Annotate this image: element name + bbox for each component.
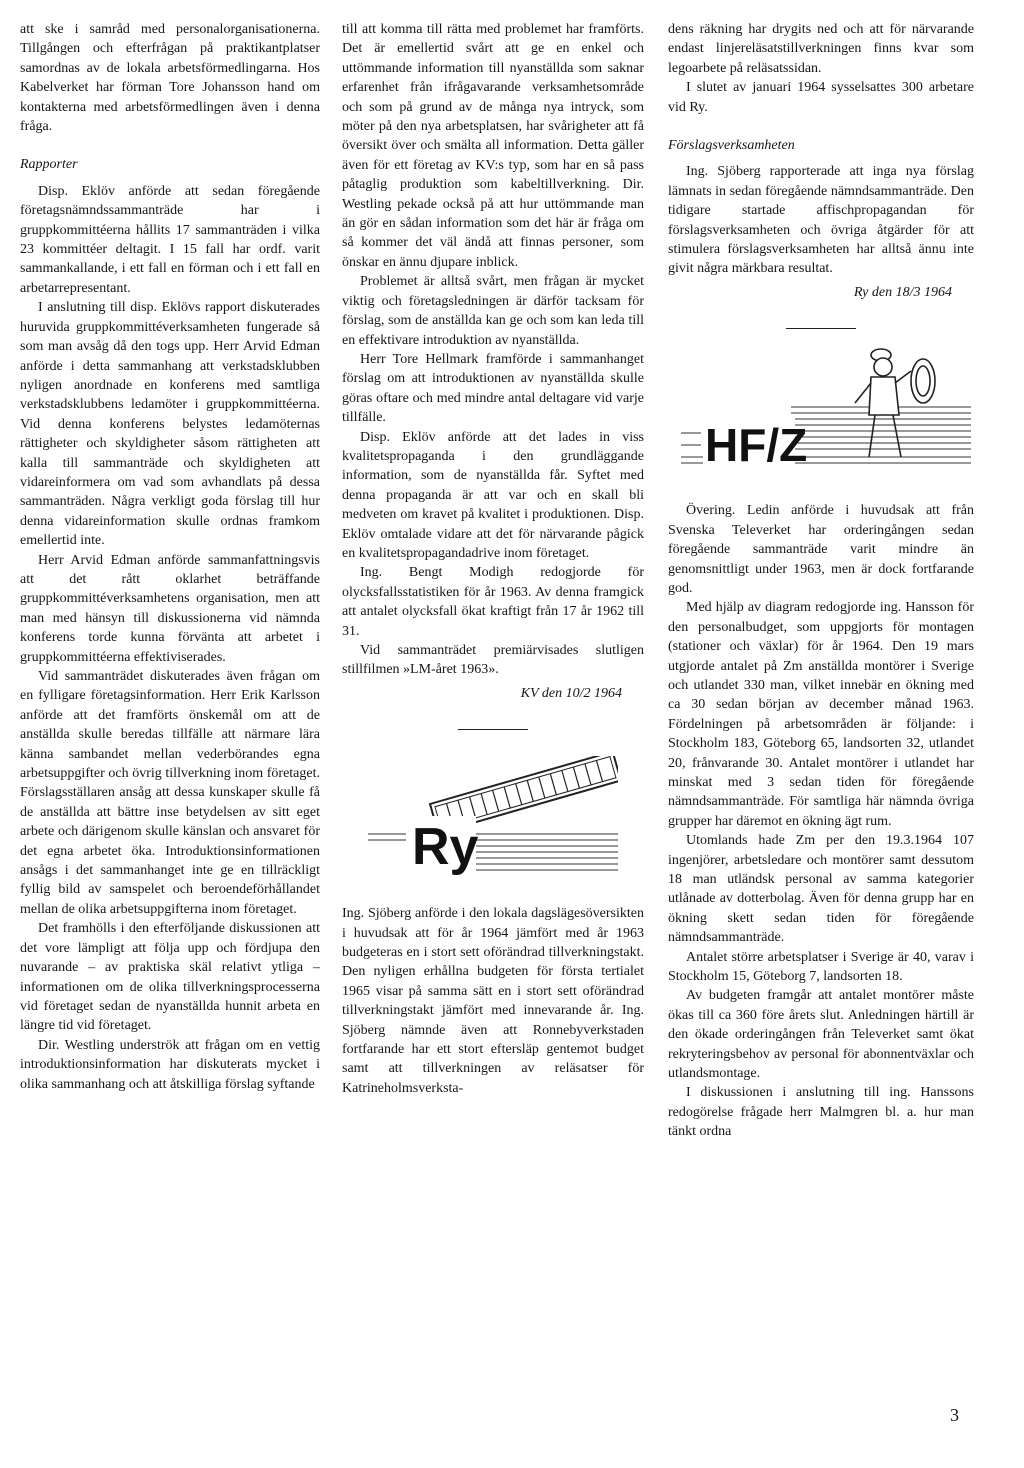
paragraph: Problemet är alltså svårt, men frågan är mycket viktig och företagsledningen är därför tacksam för förslag, som de anställda kan ge och som kan leda till en effektivare introduktion av nyanställda.: [342, 274, 644, 348]
paragraph: Ing. Sjöberg rapporterade att inga nya förslag lämnats in sedan föregående nämndsammanträde. Den tidigare startade affischpropagandan för förslagsverksamheten och övriga åtgärder för att stimulera förslagsverksamheten har alltså ännu inte givit några märkbara resultat.: [668, 164, 974, 277]
page-number: 3: [950, 1405, 959, 1425]
paragraph: I diskussionen i anslutning till ing. Hanssons redogörelse frågade herr Malmgren bl. a. hur man tänkt ordna: [668, 1085, 974, 1140]
paragraph: Disp. Eklöv anförde att sedan föregående företagsnämndssammanträde har i gruppkommittéerna hållits 17 sammanträden i vilka 23 kommittéer deltagit. I 15 fall har ordf. varit sammankallande, i ett fall en förman och i ett fall en arbetarrepresentant.: [20, 183, 320, 296]
report-signature-kv: KV den 10/2 1964: [520, 685, 622, 701]
paragraph: Ing. Bengt Modigh redogjorde för olycksfallsstatistiken för år 1963. Av denna framgick att antalet olycksfall ökat kraftigt från 17 år 1962 till 31.: [342, 565, 644, 639]
ry-logo-graphic: [368, 756, 618, 886]
paragraph: Det framhölls i den efterföljande diskussionen att det vore lämpligt att följa upp och fördjupa den nuvarande – av praktiska skäl relativt ytliga – informationen om de olika tillverkningsprocesserna vid företaget sedan de nyanställda hunnit arbeta en längre tid vid företaget.: [20, 921, 320, 1034]
ry-logo-text: Ry: [412, 818, 479, 877]
paragraph: Med hjälp av diagram redogjorde ing. Hansson för den personalbudget, som uppgjorts för montagen (stationer och växlar) för år 1964. Den 19 mars utgjorde antalet på Zm anställda montörer i Sverige och utlandet 330 man, vilket innebär en ökning med ca 30 sedan början av december månad 1963. Fördelningen på arbetsområden är följande: i Stockholm 183, Göteborg 65, landsorten 32, utlandet 20, frånvarande 30. Antalet montörer i utlandet har minskat med 3 sedan tiden för föregående nämndsammanträde. För samtliga här nämnda övriga grupper har däremot en ökning ägt rum.: [668, 600, 974, 829]
paragraph: I slutet av januari 1964 sysselsattes 300 arbetare vid Ry.: [668, 80, 974, 115]
column-3: [668, 20, 974, 1142]
paragraph: till att komma till rätta med problemet har framförts. Det är emellertid svårt att ge en enkel och uttömmande information till nyanställda som saknar erfarenhet från ifrågavarande verksamhetsområde och som på grund av de många nya intryck, som möter på den nya arbetsplatsen, har svårigheter att få översikt över och smälta all information. Detta gäller även för ett företag av KV:s typ, som har en så pass påtaglig produktion som kabeltillverkning. Dir. Westling pekade också på att hur uttömmande man än gör en sådan information som det här är fråga om så kommer det väl ändå att finnas personer, som önskar en ännu djupare inblick.: [342, 22, 644, 270]
column-2: [342, 20, 644, 1098]
paragraph: Herr Tore Hellmark framförde i sammanhanget förslag om att introduktionen av nyanställda skulle göras oftare och med mindre antal deltagare vid varje tillfälle.: [342, 351, 644, 426]
paragraph: Ing. Sjöberg anförde i den lokala dagslägesöversikten i huvudsak att för år 1964 jämfört med år 1963 budgeteras en i stort sett oförändrad tillverkningstakt. Den nyligen erhållna budgeten för första tertialet 1965 visar på samma sätt en i stort sett oförändrad tillverkningstakt jämfört med innevarande år. Ing. Sjöberg nämnde även att Ronnebyverkstaden fortfarande har ett stort eftersläp gentemot budget samt att tillverkningen av reläsatser för Katrineholmsverksta-: [342, 906, 644, 1096]
section-divider: [786, 328, 856, 329]
section-heading-forslagsverksamheten: Förslagsverksamheten: [668, 138, 795, 154]
report-signature-ry: Ry den 18/3 1964: [853, 284, 952, 300]
paragraph: att ske i samråd med personalorganisationerna. Tillgången och efterfrågan på praktikantplatser samordnas av de lokala arbetsförmedlingarna. Hos Kabelverket har förman Tore Johansson hand om kontakterna med arbetsförmedlingen även i denna fråga.: [20, 22, 320, 135]
paragraph: Herr Arvid Edman anförde sammanfattningsvis att det rått oklarhet beträffande gruppkommittéverksamhetens organisation, men att man med hänsyn till diskussionerna vid nämnda konferens torde kunna förvänta att arbetet i gruppkommittéerna effektiviserades.: [20, 552, 320, 665]
column-1: [20, 20, 320, 1094]
section-divider: [458, 729, 528, 730]
ry-logo: [368, 756, 618, 886]
paragraph: dens räkning har drygits ned och att för närvarande endast linjereläsatstillverkningen finns kvar som legoarbete på reläsatssidan.: [668, 22, 974, 76]
paragraph: I anslutning till disp. Eklövs rapport diskuterades huruvida gruppkommittéverksamheten fungerade så som man avsåg då den togs upp. Herr Arvid Edman anförde i detta sammanhang att verkstadsklubben nyligen anordnade en konferens med samtliga verkstadsklubbens ledamöter i gruppkommittéerna. Vid denna konferens belystes ledamöternas rättigheter och skyldigheter såsom rättigheten att kalla till sammanträde och skyldigheten att vidareinformera om vad som avhandlats på dessa sammanträden. Några verkligt goda förslag till hur denna vidareinformation skulle ordnas framkom emellertid inte.: [20, 300, 320, 549]
paragraph: Utomlands hade Zm per den 19.3.1964 107 ingenjörer, arbetsledare och montörer samt dessutom 18 man utländsk personal av samma kategorier utlånade av dotterbolag. Även för denna grupp har en ökning skett sedan tiden för föregående nämndsammanträde.: [668, 833, 974, 946]
section-heading-rapporter: Rapporter: [20, 157, 78, 173]
paragraph: Disp. Eklöv anförde att det lades in viss kvalitetspropaganda i den grundläggande information, som de nyanställda får. Syftet med denna propaganda är att var och en skall bli medveten om kravet på kvalitet i produktionen. Disp. Eklöv omtalade vidare att det för närvarande pågick en kvalitetspropagandadrive inom företaget.: [342, 429, 644, 561]
hfz-logo: [671, 345, 971, 481]
hfz-logo-text: HF/Z: [705, 419, 808, 472]
paragraph: Av budgeten framgår att antalet montörer måste ökas till ca 360 före årets slut. Anledningen härtill är den ökade orderingången från Televerket samt ökat rekryteringsbehov av personal för abonnentväxlar och utlandsmontage.: [668, 988, 974, 1082]
paragraph: Dir. Westling underströk att frågan om en vettig introduktionsinformation har diskuterats mycket i olika sammanhang och att åtskilliga förslag syftande: [20, 1037, 320, 1092]
paragraph: Övering. Ledin anförde i huvudsak att från Svenska Televerket har orderingången sedan föregående sammanträde varit mindre än genomsnittligt under 1963, men är dock fortfarande god.: [668, 503, 974, 596]
paragraph: Vid sammanträdet diskuterades även frågan om en fylligare företagsinformation. Herr Erik Karlsson anförde att det framförts önskemål om att de anställda skulle beredas tillfälle att närmare lära känna sambandet mellan vederbörandes egna arbetsuppgifter och övrig tillverkning inom företaget. Förslagsställaren ansåg att dessa kunskaper skulle få de anställda att bättre inse betydelsen av sitt eget arbete och därigenom skulle känslan och ansvaret för det egna arbetet öka. Introduktionsinformationen ansågs i det sammanhanget inte ge en tillräckligt fyllig bild av samspelet och beroendeförhållandet mellan de olika arbetsuppgifterna inom företaget.: [20, 669, 320, 917]
paragraph: Vid sammanträdet premiärvisades slutligen stillfilmen »LM-året 1963».: [342, 643, 644, 678]
paragraph: Antalet större arbetsplatser i Sverige är 40, varav i Stockholm 15, Göteborg 7, landsorten 18.: [668, 949, 974, 985]
hfz-logo-graphic: [671, 345, 971, 481]
